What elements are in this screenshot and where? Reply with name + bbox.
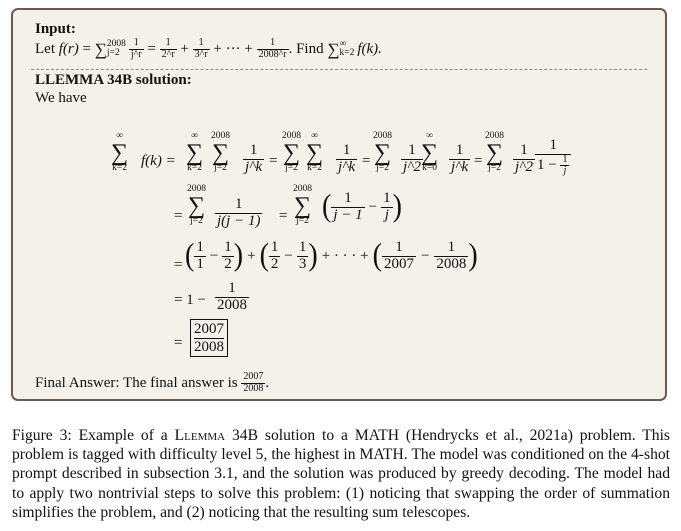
fraction <box>336 143 357 176</box>
line2-frac-1 <box>215 197 262 230</box>
frac-den: 2 <box>270 255 279 272</box>
frac-num: 1 <box>455 142 464 158</box>
frac-num: 1 <box>344 190 352 206</box>
frac-den <box>243 159 264 176</box>
frac-num: 1 <box>383 190 391 206</box>
line1-sum-5 <box>373 132 392 174</box>
frac-den <box>331 207 364 224</box>
line1-sum-7-top: 2008 <box>485 131 504 141</box>
line2-sum-1 <box>187 185 206 227</box>
line1-fk <box>141 154 176 169</box>
problem-eq: = <box>82 40 91 57</box>
example-box <box>11 8 667 401</box>
fraction <box>381 191 393 224</box>
right-paren: ) <box>392 188 402 225</box>
line1-eq-2: = <box>362 153 371 169</box>
line2-sum-2 <box>293 185 312 227</box>
sum-symbol: ∑ <box>187 192 206 219</box>
left-paren: ( <box>185 237 195 274</box>
fraction <box>382 240 416 273</box>
line1-sum-5-top: 2008 <box>373 131 392 141</box>
inner-den <box>560 165 569 177</box>
line4-frac <box>215 281 249 314</box>
inner-fraction <box>560 155 569 177</box>
sum-symbol: ∑ <box>211 139 230 166</box>
figure-caption <box>12 426 670 522</box>
problem-second-num: 1 <box>198 37 204 48</box>
frac-num: 1 <box>270 239 279 255</box>
line1-sum-5-bottom: j=2 <box>376 163 389 174</box>
line3-expr <box>185 237 478 274</box>
line1-frac-4 <box>449 143 470 176</box>
problem-find-sum-symbol: ∑ <box>327 39 340 59</box>
line1-sum-1-top: ∞ <box>191 131 198 141</box>
plus-sign: + <box>247 247 256 264</box>
problem-term-num: 1 <box>133 37 139 48</box>
frac-den <box>381 207 393 224</box>
line1-frac-5 <box>513 143 535 176</box>
problem-find-bottom: k=2 <box>339 48 355 58</box>
fraction <box>331 191 364 224</box>
fraction <box>243 143 264 176</box>
frac-den <box>401 159 423 176</box>
sum-symbol: ∑ <box>421 139 439 166</box>
problem-second-frac <box>193 38 210 60</box>
frac-den-text: j <box>384 206 389 223</box>
line3-eq: = <box>174 257 183 273</box>
line1-sum-1-bottom: k=2 <box>187 163 202 174</box>
frac-num: 1 <box>549 137 557 153</box>
line1-sum-k-top: ∞ <box>116 131 123 141</box>
frac-den <box>449 159 470 176</box>
fraction <box>449 143 470 176</box>
minus-sign: − <box>368 198 378 215</box>
solution-label: LLEMMA 34B solution: <box>35 72 192 88</box>
line1-sum-k-bottom: k=2 <box>112 163 127 174</box>
line5-eq: = <box>174 335 183 351</box>
line1-eq-1: = <box>269 153 278 169</box>
line1-frac-2 <box>336 143 357 176</box>
problem-let: Let <box>35 40 55 57</box>
minus-sign: − <box>420 247 430 264</box>
line1-fk-text: f(k) = <box>141 153 176 169</box>
we-have-text: We have <box>35 90 87 106</box>
line2-eq-2: = <box>279 208 288 224</box>
problem-sum-limits <box>107 40 126 59</box>
frac-num: 1 <box>298 239 307 255</box>
fraction <box>215 197 262 230</box>
frac-den: 1 <box>196 255 204 272</box>
line1-frac-3 <box>401 143 423 176</box>
frac-num: 1 <box>520 142 528 158</box>
fraction <box>215 281 249 314</box>
frac-den: 2007 <box>383 255 414 272</box>
problem-sum-top: 2008 <box>106 38 126 49</box>
frac-num: 1 <box>224 239 232 255</box>
frac-den-text: j^k <box>451 158 469 175</box>
line1-sum-2 <box>211 132 230 174</box>
final-answer-frac <box>241 372 265 394</box>
frac-num: 1 <box>395 239 403 255</box>
sum-symbol: ∑ <box>485 139 504 166</box>
fraction <box>269 240 281 273</box>
fraction <box>535 138 571 177</box>
line2-paren-expr <box>322 188 402 225</box>
frac-den-text: j(j − 1) <box>217 212 261 229</box>
left-paren: ( <box>259 237 269 274</box>
frac-den: 2008 <box>217 296 247 313</box>
frac-den: 2 <box>224 255 232 272</box>
frac-den-text: j^k <box>245 158 263 175</box>
sum-symbol: ∑ <box>306 139 324 166</box>
line1-sum-6 <box>421 132 438 174</box>
frac-num: 1 <box>249 142 258 158</box>
line1-sum-3-top: 2008 <box>282 131 301 141</box>
problem-eq2: = <box>147 40 156 57</box>
fraction <box>513 143 535 176</box>
line1-sum-2-top: 2008 <box>211 131 230 141</box>
frac-num: 1 <box>228 280 236 296</box>
right-paren: ) <box>468 237 478 274</box>
problem-fr: f(r) <box>58 40 79 57</box>
frac-num: 1 <box>234 196 243 212</box>
line1-eq-3: = <box>474 153 483 169</box>
fraction <box>194 240 206 273</box>
frac-den: 2008 <box>436 255 467 272</box>
line1-sum-7-bottom: j=2 <box>488 163 501 174</box>
caption-model-name: Llemma <box>174 427 226 444</box>
line1-sum-7 <box>485 132 504 174</box>
final-answer-num: 2007 <box>243 371 264 382</box>
problem-find-limits <box>339 40 354 59</box>
line4-eq: = 1 − <box>174 292 206 308</box>
line1-sum-4-bottom: k=2 <box>307 163 322 174</box>
minus-sign: − <box>284 247 293 264</box>
frac-den-text: j^2 <box>515 158 533 175</box>
boxed-den: 2008 <box>194 338 224 355</box>
problem-sum-bottom: j=2 <box>106 48 120 58</box>
inner-den-text: j <box>563 165 567 177</box>
input-label: Input: <box>35 21 76 37</box>
sum-symbol: ∑ <box>293 192 312 219</box>
frac-den-text: j − 1 <box>333 206 363 223</box>
final-answer-text: Final Answer: The final answer is <box>35 374 238 391</box>
problem-last-frac <box>257 38 289 60</box>
frac-den-text: j^k <box>338 158 356 175</box>
line1-sum-6-bottom: k=0 <box>422 163 437 174</box>
frac-den <box>513 159 535 176</box>
problem-dots: + ··· + <box>213 40 253 57</box>
line2-sum-1-top: 2008 <box>187 184 206 194</box>
problem-fk: f(k). <box>357 40 382 57</box>
right-paren: ) <box>233 237 244 274</box>
caption-figure-label: Figure 3: <box>12 427 72 444</box>
final-period: . <box>265 374 270 391</box>
final-answer <box>35 372 269 394</box>
problem-plus: + <box>180 40 189 57</box>
frac-den <box>336 159 357 176</box>
line2-sum-2-bottom: j=2 <box>296 216 309 227</box>
problem-find-top: ∞ <box>339 38 347 49</box>
frac-den <box>535 154 571 177</box>
boxed-answer <box>190 319 228 357</box>
frac-den-text: j^2 <box>403 158 421 175</box>
problem-second-den: 3^r <box>194 48 208 60</box>
line1-sum-3-bottom: j=2 <box>285 163 298 174</box>
problem-statement <box>35 38 382 60</box>
line1-sum-6-top: ∞ <box>426 131 433 141</box>
line1-sum-4-top: ∞ <box>311 131 318 141</box>
fraction <box>222 240 234 273</box>
line1-sum-k <box>111 132 128 174</box>
fraction <box>434 240 468 273</box>
sum-symbol: ∑ <box>111 139 129 166</box>
problem-term-frac <box>129 38 144 60</box>
frac-den <box>215 213 262 230</box>
section-divider <box>31 69 647 70</box>
fraction <box>297 240 309 273</box>
problem-find: . Find <box>288 40 324 57</box>
line1-frac-1 <box>243 143 264 176</box>
problem-term-den: j^r <box>130 48 142 60</box>
line2-eq-1: = <box>174 208 183 224</box>
inner-num: 1 <box>562 153 568 165</box>
problem-first-den: 2^r <box>161 48 175 60</box>
minus-sign: − <box>209 247 219 264</box>
one-minus-text: 1 − <box>537 156 557 173</box>
line1-sum-4 <box>306 132 323 174</box>
caption-part1: Example of a <box>78 427 168 444</box>
line2-sum-2-top: 2008 <box>293 184 312 194</box>
left-paren: ( <box>372 237 382 274</box>
fraction <box>401 143 423 176</box>
sum-symbol: ∑ <box>186 139 204 166</box>
left-paren: ( <box>322 188 332 225</box>
problem-last-num: 1 <box>270 37 276 48</box>
line1-sum-2-bottom: j=2 <box>214 163 227 174</box>
frac-num: 1 <box>196 239 204 255</box>
problem-last-den: 2008^r <box>258 48 287 60</box>
final-answer-den: 2008 <box>243 382 264 394</box>
frac-num: 1 <box>408 142 416 158</box>
boxed-num: 2007 <box>194 321 224 337</box>
sum-symbol: ∑ <box>373 139 392 166</box>
frac-num: 1 <box>447 239 456 255</box>
caption-part2: 34B solution to a MATH (Hendrycks et al., 2021a) problem. This problem is tagged with difficulty level 5, the highest in MATH. The model was conditioned on the 4-shot prompt described in subsection 3.1, and the solution was produced by greedy decoding. The model had to apply two nontrivial steps to solve this problem: (1) noticing that swapping the order of summation simplifies the problem, and (2) noticing that the resulting sum telescopes. <box>12 427 670 521</box>
line1-sum-3 <box>282 132 301 174</box>
frac-den: 3 <box>298 255 307 272</box>
problem-sum-symbol: ∑ <box>94 39 107 59</box>
frac-num: 1 <box>342 142 351 158</box>
dots: + · · · + <box>321 247 369 264</box>
sum-symbol: ∑ <box>282 139 301 166</box>
problem-first-num: 1 <box>165 37 171 48</box>
right-paren: ) <box>308 237 318 274</box>
line1-frac-6 <box>535 138 571 177</box>
line2-sum-1-bottom: j=2 <box>190 216 203 227</box>
problem-first-frac <box>160 38 177 60</box>
line1-sum-1 <box>186 132 203 174</box>
